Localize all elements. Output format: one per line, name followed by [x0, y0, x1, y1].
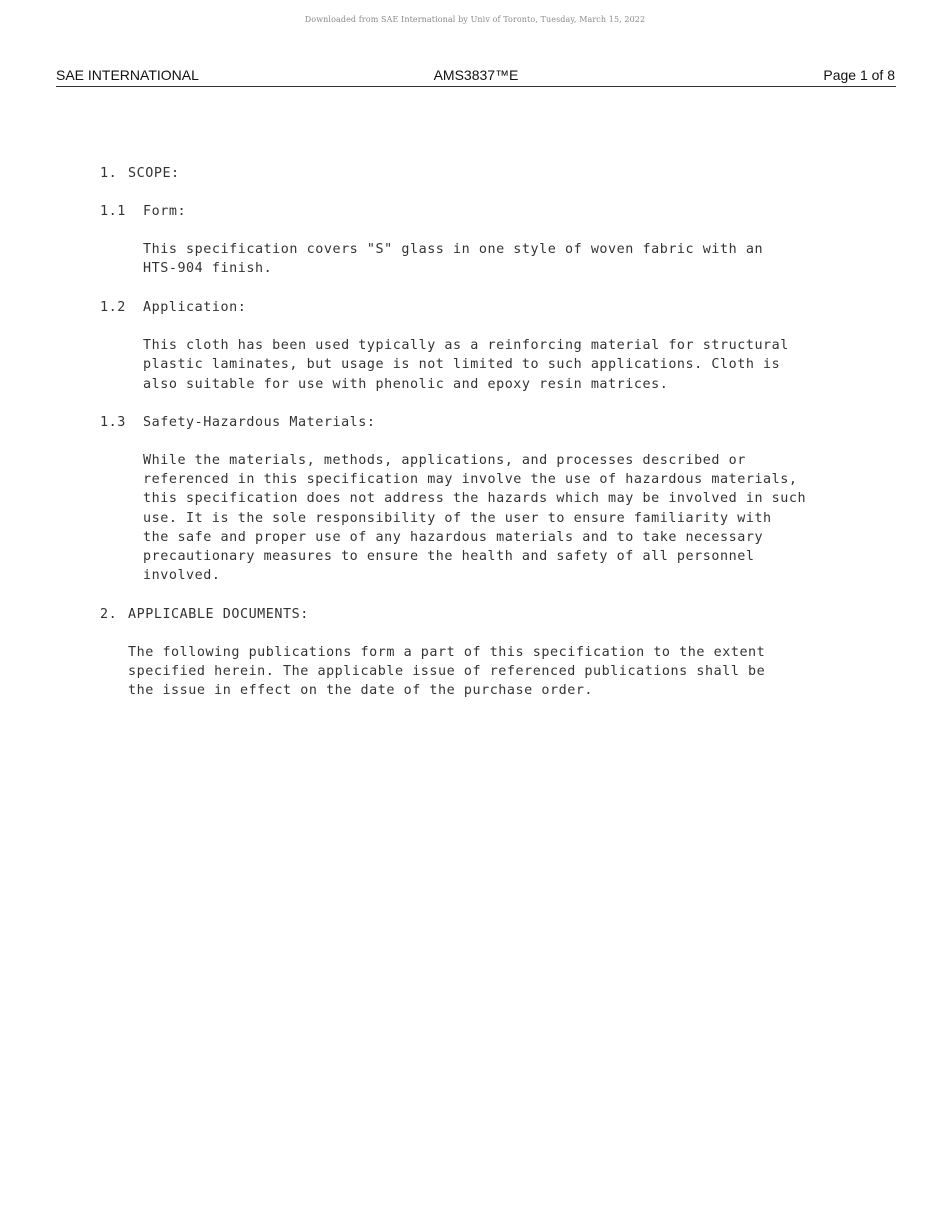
download-watermark: Downloaded from SAE International by Univ of Toronto, Tuesday, March 15, 2022: [304, 15, 646, 24]
paragraph-line: the issue in effect on the date of the purchase order.: [128, 683, 594, 698]
paragraph-line: use. It is the sole responsibility of the user to ensure familiarity with: [143, 511, 772, 526]
section-title: SCOPE:: [128, 166, 180, 181]
header-document-id: AMS3837™E: [433, 67, 519, 83]
paragraph-line: This specification covers "S" glass in one style of woven fabric with an: [143, 242, 764, 257]
paragraph-line: While the materials, methods, applications, and processes described or: [143, 453, 746, 468]
paragraph-line: also suitable for use with phenolic and epoxy resin matrices.: [143, 377, 669, 392]
paragraph-line: HTS-904 finish.: [143, 261, 273, 276]
header-page-number: Page 1 of 8: [823, 67, 895, 83]
section-title: Form:: [143, 204, 187, 219]
section-title: Safety-Hazardous Materials:: [143, 415, 376, 430]
paragraph-line: referenced in this specification may involve the use of hazardous materials,: [143, 472, 798, 487]
section-number: 1.: [100, 166, 118, 181]
paragraph-line: specified herein. The applicable issue of referenced publications shall be: [128, 664, 766, 679]
section-title: Application:: [143, 300, 247, 315]
page-header: [56, 66, 896, 87]
paragraph-line: involved.: [143, 568, 221, 583]
section-number: 1.3: [100, 415, 126, 430]
paragraph-line: plastic laminates, but usage is not limited to such applications. Cloth is: [143, 357, 781, 372]
section-number: 1.1: [100, 204, 126, 219]
section-number: 1.2: [100, 300, 126, 315]
paragraph-line: This cloth has been used typically as a reinforcing material for structural: [143, 338, 789, 353]
header-organization: SAE INTERNATIONAL: [56, 67, 199, 83]
paragraph-line: The following publications form a part of this specification to the extent: [128, 645, 766, 660]
section-number: 2.: [100, 607, 118, 622]
paragraph-line: precautionary measures to ensure the health and safety of all personnel: [143, 549, 755, 564]
section-title: APPLICABLE DOCUMENTS:: [128, 607, 309, 622]
paragraph-line: this specification does not address the hazards which may be involved in such: [143, 491, 807, 506]
paragraph-line: the safe and proper use of any hazardous materials and to take necessary: [143, 530, 764, 545]
